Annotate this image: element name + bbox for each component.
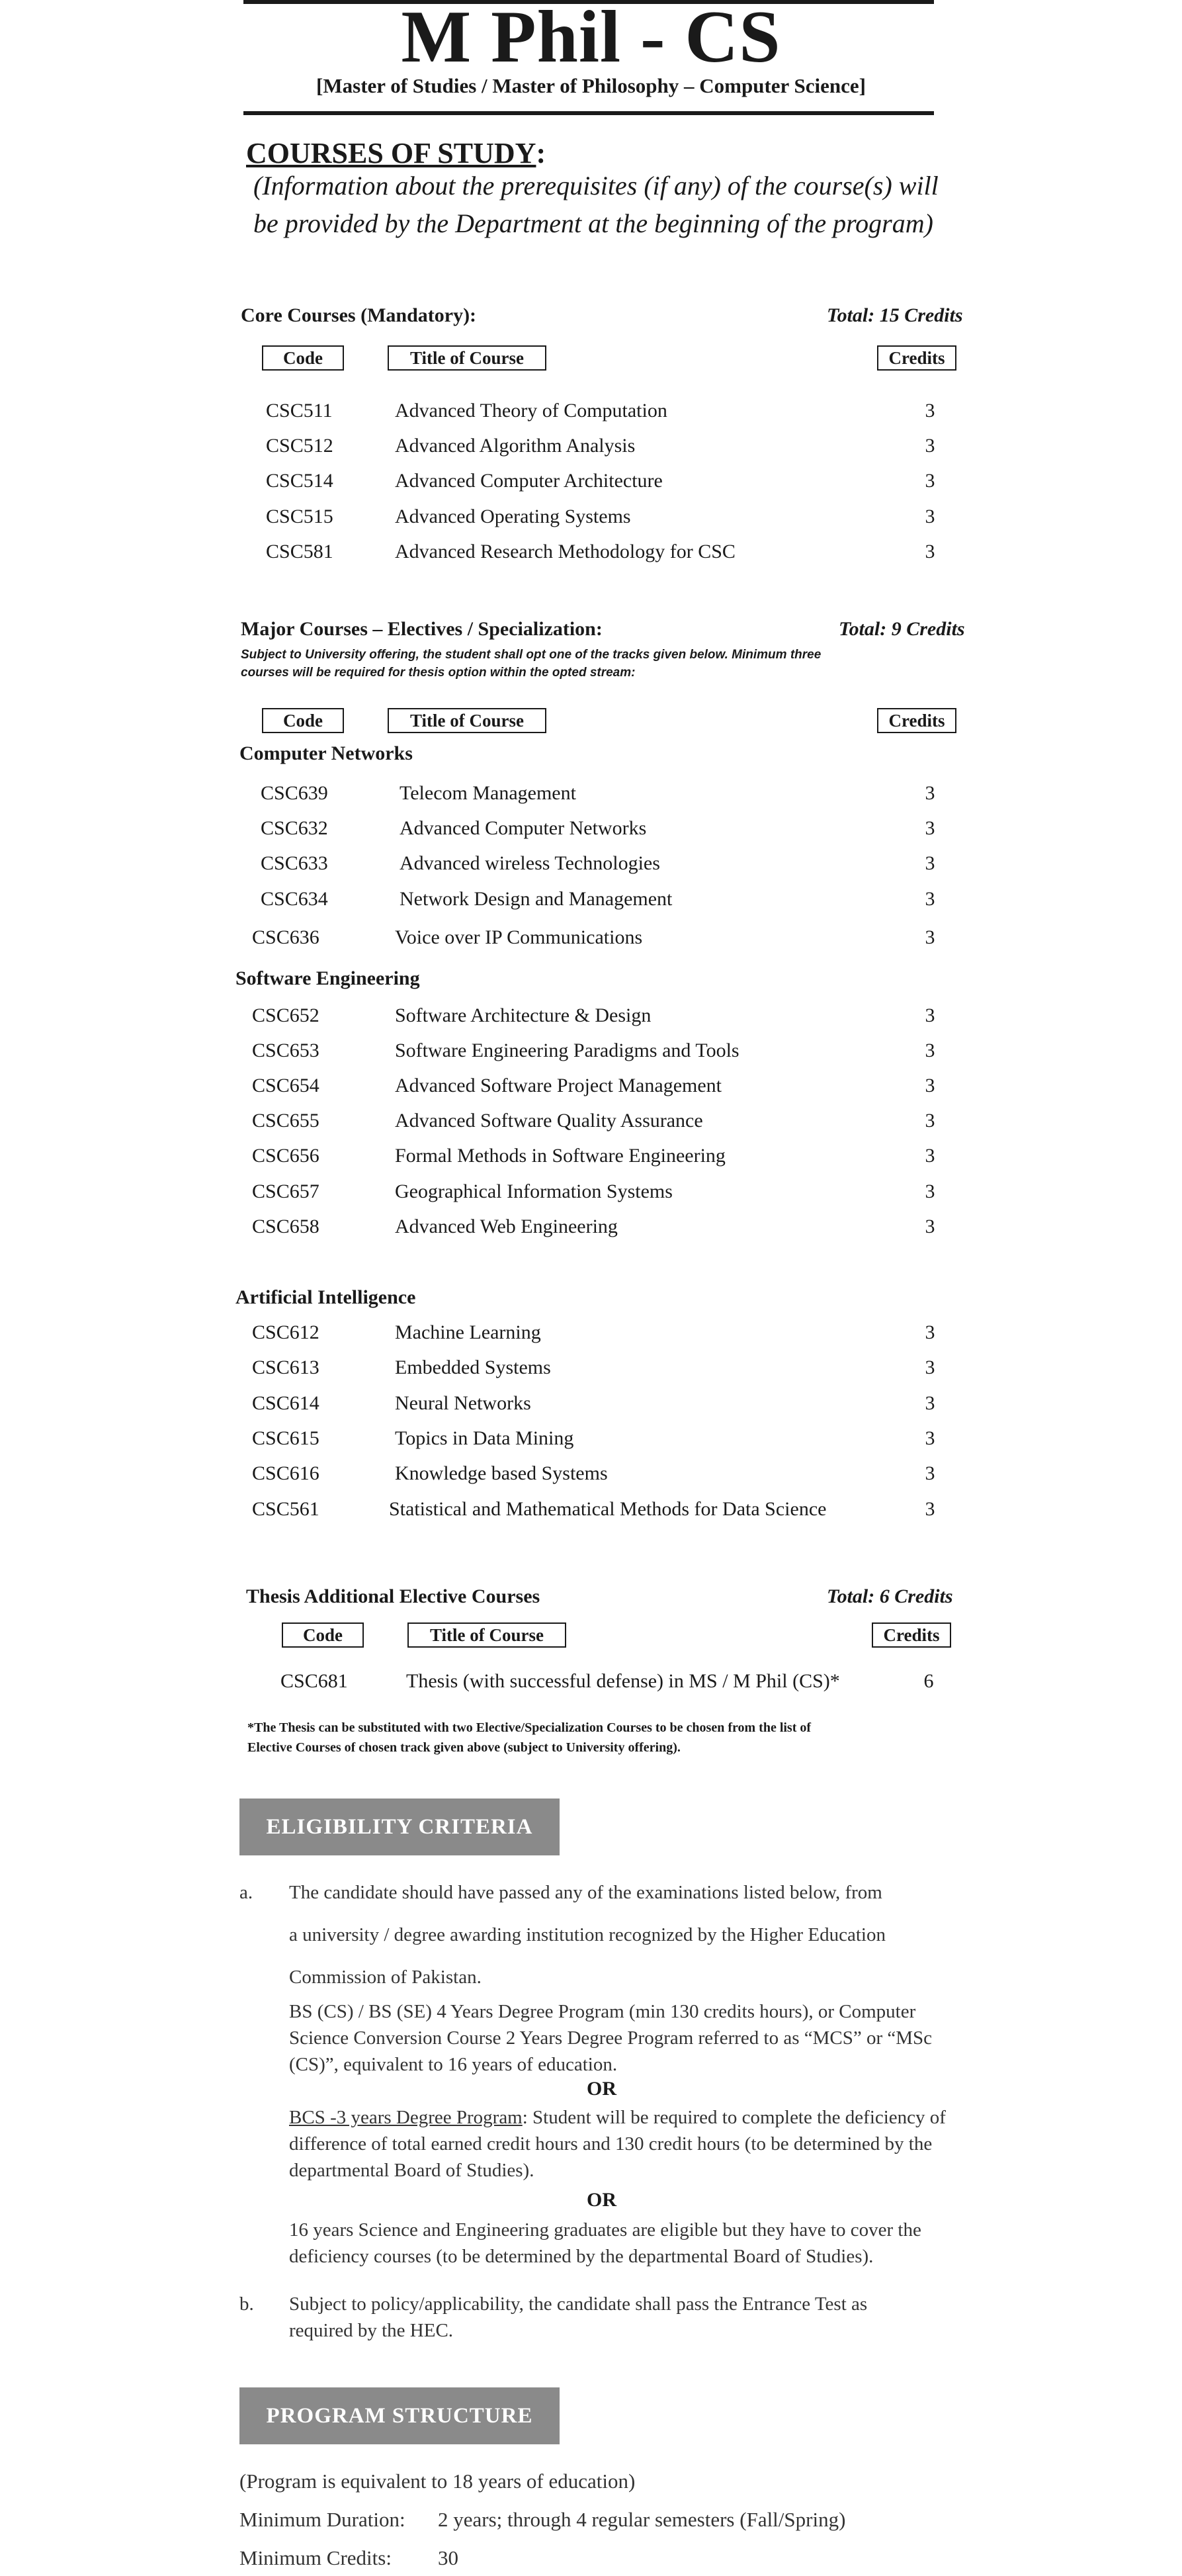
course-credits: 3 (925, 506, 935, 527)
core-total: Total: 15 Credits (827, 304, 963, 326)
course-code: CSC658 (252, 1216, 319, 1237)
eligibility-heading: ELIGIBILITY CRITERIA (239, 1799, 560, 1855)
course-code: CSC657 (252, 1180, 319, 1202)
course-credits: 3 (925, 435, 935, 457)
credits-value: 30 (438, 2546, 458, 2569)
course-credits: 3 (925, 1216, 935, 1237)
core-heading: Core Courses (Mandatory): (241, 304, 477, 326)
course-code: CSC636 (252, 926, 319, 948)
item-a-line: Commission of Pakistan. (289, 1967, 482, 1988)
option-bs: BS (CS) / BS (SE) 4 Years Degree Program (min 130 credits hours), or Computer Science Conversion Course 2 Years Degree Program referred to as “MCS” or “MSc (CS)”, equivalent to 16 years of education. (289, 2001, 933, 2075)
major-note: Subject to University offering, the student shall opt one of the tracks given below. Minimum three courses will be required for thesis option within the opted stream: (241, 648, 822, 680)
title-header: Title of Course (388, 708, 546, 733)
course-code: CSC653 (252, 1040, 319, 1061)
course-credits: 3 (925, 1321, 935, 1343)
course-title: Software Architecture & Design (395, 1004, 652, 1026)
or-separator: OR (587, 2078, 616, 2100)
courses-intro: (Information about the prerequisites (if any) of the course(s) will be provided by the Department at the beginning of the program) (253, 171, 939, 238)
course-code: CSC633 (261, 852, 328, 874)
course-title: Advanced Software Project Management (395, 1075, 722, 1096)
course-code: CSC512 (266, 435, 333, 457)
course-code: CSC581 (266, 541, 333, 562)
course-credits: 3 (925, 470, 935, 492)
course-title: Formal Methods in Software Engineering (395, 1145, 726, 1167)
credits-header: Credits (877, 345, 956, 371)
credits-label: Minimum Credits: (239, 2546, 392, 2569)
course-title: Network Design and Management (400, 888, 673, 910)
course-title: Embedded Systems (395, 1356, 551, 1378)
option-bcs: BCS -3 years Degree Program: Student will be required to complete the deficiency of difference of total earned credit hours and 130 credit hours (to be determined by the departmental Board of Studies). (289, 2107, 946, 2181)
course-credits: 3 (925, 1110, 935, 1132)
course-code: CSC612 (252, 1321, 319, 1343)
courses-heading: COURSES OF STUDY: (246, 137, 546, 169)
code-header: Code (262, 345, 344, 371)
course-code: CSC655 (252, 1110, 319, 1132)
header-rule (243, 111, 934, 115)
item-a-line: a university / degree awarding institution recognized by the Higher Education (289, 1924, 886, 1945)
code-header: Code (262, 708, 344, 733)
thesis-heading: Thesis Additional Elective Courses (246, 1585, 540, 1607)
course-title: Advanced Theory of Computation (395, 400, 667, 422)
course-title: Software Engineering Paradigms and Tools (395, 1040, 739, 1061)
or-separator: OR (587, 2189, 616, 2211)
course-title: Advanced wireless Technologies (400, 852, 660, 874)
course-credits: 3 (925, 1498, 935, 1520)
course-title: Topics in Data Mining (395, 1427, 574, 1449)
title-header: Title of Course (407, 1622, 566, 1648)
item-a-marker: a. (239, 1882, 253, 1903)
item-a-line: The candidate should have passed any of the examinations listed below, from (289, 1882, 882, 1903)
credits-header: Credits (872, 1622, 951, 1648)
course-title: Advanced Web Engineering (395, 1216, 618, 1237)
course-title: Advanced Computer Networks (400, 817, 647, 839)
course-credits: 3 (925, 1040, 935, 1061)
course-credits: 3 (925, 852, 935, 874)
course-credits: 3 (925, 1075, 935, 1096)
course-credits: 3 (925, 1004, 935, 1026)
course-title: Telecom Management (400, 782, 576, 804)
program-equivalence: (Program is equivalent to 18 years of education) (239, 2469, 636, 2493)
track-heading: Computer Networks (239, 742, 413, 764)
course-code: CSC616 (252, 1462, 319, 1484)
thesis-total: Total: 6 Credits (827, 1585, 953, 1607)
course-credits: 3 (925, 782, 935, 804)
course-title: Knowledge based Systems (395, 1462, 608, 1484)
course-code: CSC615 (252, 1427, 319, 1449)
course-code: CSC654 (252, 1075, 319, 1096)
item-b-text: Subject to policy/applicability, the candidate shall pass the Entrance Test as required by the HEC. (289, 2293, 868, 2341)
course-credits: 3 (925, 926, 935, 948)
major-heading: Major Courses – Electives / Specialization: (241, 618, 603, 640)
course-credits: 3 (925, 888, 935, 910)
course-title: Advanced Research Methodology for CSC (395, 541, 736, 562)
course-title: Geographical Information Systems (395, 1180, 673, 1202)
course-credits: 3 (925, 1145, 935, 1167)
code-header: Code (282, 1622, 364, 1648)
course-code: CSC613 (252, 1356, 319, 1378)
option-bcs-label: BCS -3 years Degree Program (289, 2107, 523, 2128)
course-credits: 3 (925, 1356, 935, 1378)
major-total: Total: 9 Credits (839, 618, 965, 640)
course-code: CSC515 (266, 506, 333, 527)
course-credits: 3 (925, 1427, 935, 1449)
course-credits: 3 (925, 817, 935, 839)
course-credits: 6 (923, 1670, 934, 1692)
course-code: CSC639 (261, 782, 328, 804)
course-code: CSC656 (252, 1145, 319, 1167)
track-heading: Artificial Intelligence (235, 1286, 416, 1308)
course-credits: 3 (925, 1180, 935, 1202)
course-code: CSC511 (266, 400, 333, 422)
course-code: CSC514 (266, 470, 333, 492)
thesis-footnote: *The Thesis can be substituted with two Elective/Specialization Courses to be chosen from the list of Elective Courses of chosen track given above (subject to University offering). (247, 1720, 812, 1755)
course-title: Statistical and Mathematical Methods for Data Science (389, 1498, 827, 1520)
page-title: M Phil - CS (401, 0, 781, 78)
course-title: Advanced Operating Systems (395, 506, 631, 527)
course-title: Neural Networks (395, 1392, 531, 1414)
program-structure-heading: PROGRAM STRUCTURE (239, 2387, 560, 2444)
course-credits: 3 (925, 1392, 935, 1414)
course-credits: 3 (925, 541, 935, 562)
course-title: Advanced Software Quality Assurance (395, 1110, 703, 1132)
course-code: CSC634 (261, 888, 328, 910)
title-header: Title of Course (388, 345, 546, 371)
course-credits: 3 (925, 1462, 935, 1484)
course-title: Machine Learning (395, 1321, 541, 1343)
course-code: CSC681 (280, 1670, 348, 1692)
course-credits: 3 (925, 400, 935, 422)
duration-label: Minimum Duration: (239, 2508, 405, 2531)
page-subtitle: [Master of Studies / Master of Philosophy – Computer Science] (316, 74, 866, 97)
course-code: CSC652 (252, 1004, 319, 1026)
course-code: CSC632 (261, 817, 328, 839)
track-heading: Software Engineering (235, 967, 420, 989)
course-title: Voice over IP Communications (395, 926, 643, 948)
credits-header: Credits (877, 708, 956, 733)
course-code: CSC561 (252, 1498, 319, 1520)
course-title: Advanced Computer Architecture (395, 470, 663, 492)
duration-value: 2 years; through 4 regular semesters (Fall/Spring) (438, 2508, 846, 2531)
course-title: Thesis (with successful defense) in MS / M Phil (CS)* (406, 1670, 840, 1692)
course-code: CSC614 (252, 1392, 319, 1414)
item-b-marker: b. (239, 2293, 254, 2315)
course-title: Advanced Algorithm Analysis (395, 435, 636, 457)
option-science: 16 years Science and Engineering graduates are eligible but they have to cover the deficiency courses (to be determined by the departmental Board of Studies). (289, 2219, 921, 2267)
